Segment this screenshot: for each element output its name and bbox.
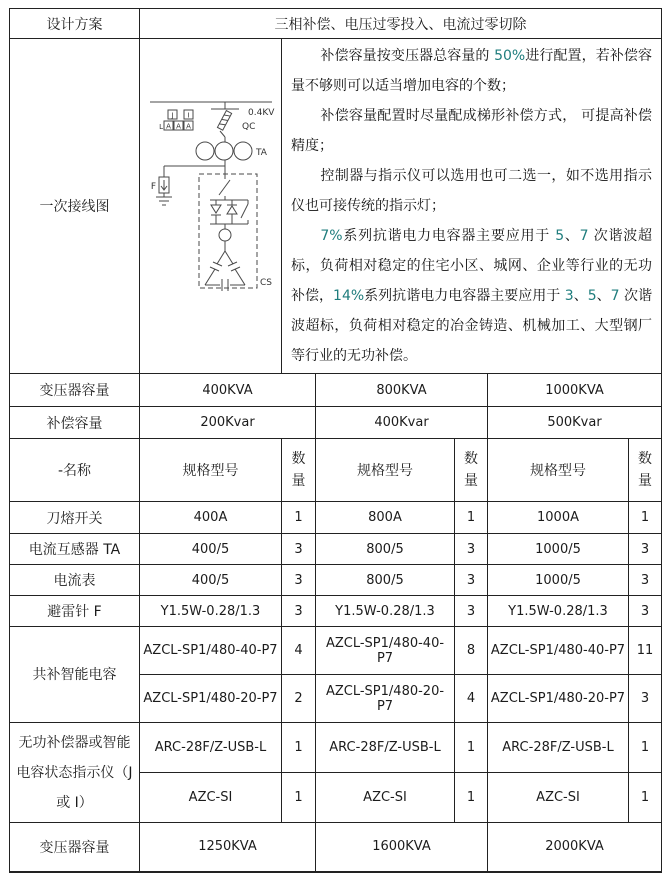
capacity-value: 400KVA — [140, 374, 316, 407]
reactor-coil-icon — [219, 229, 231, 241]
design-scheme-label: 设计方案 — [10, 9, 140, 39]
spec-cell: ARC-28F/Z-USB-L — [140, 723, 282, 773]
design-scheme-row — [10, 9, 662, 39]
note-paragraph: 7%系列抗谐电力电容器主要应用于 5、7 次谐波超标，负荷相对稳定的住宅小区、城网、企业等行业的无功补偿，14%系列抗谐电力电容器主要应用于 3、5、7 次谐波超标，负荷相对稳定的冶金铸造、机械加工、大型钢厂等行业的无功补偿。 — [291, 228, 653, 364]
ct-circle-2 — [215, 142, 233, 160]
row-label: 变压器容量 — [10, 374, 140, 407]
capacity-value: 500Kvar — [488, 407, 662, 439]
qty-cell: 3 — [629, 596, 662, 627]
qty-cell: 8 — [455, 627, 488, 675]
spec-cell: 800A — [316, 502, 455, 534]
qty-header-char: 数 — [291, 451, 306, 467]
column-header-row — [10, 439, 662, 502]
qty-cell: 1 — [629, 502, 662, 534]
capacity-value: 2000KVA — [488, 823, 662, 872]
spec-cell: Y1.5W-0.28/1.3 — [140, 596, 282, 627]
diagram-label-voltage: 0.4KV — [248, 108, 275, 118]
spec-cell: ARC-28F/Z-USB-L — [316, 723, 455, 773]
qty-cell: 1 — [455, 502, 488, 534]
spec-cell: AZCL-SP1/480-40-P7 — [316, 627, 455, 675]
spec-cell: AZCL-SP1/480-20-P7 — [140, 675, 282, 723]
qty-header — [629, 439, 662, 502]
qty-cell: 3 — [629, 675, 662, 723]
capacity-value: 1000KVA — [488, 374, 662, 407]
row-label: 电流表 — [10, 565, 140, 596]
one-line-diagram-cell — [140, 39, 282, 374]
note-paragraph: 补偿容量按变压器总容量的 50%进行配置，若补偿容量不够则可以适当增加电容的个数； — [291, 48, 653, 94]
thyristor-module-icon — [210, 200, 248, 224]
diagram-label-a3: A — [186, 122, 191, 131]
row-label: 无功补偿器或智能电容状态指示仪（J 或 I） — [10, 723, 140, 823]
qty-header-char: 量 — [464, 473, 478, 489]
spec-cell: Y1.5W-0.28/1.3 — [316, 596, 455, 627]
qty-cell: 4 — [455, 675, 488, 723]
capacity-value: 800KVA — [316, 374, 488, 407]
compensation-capacity-row — [10, 407, 662, 439]
ct-circle-1 — [196, 142, 214, 160]
cs-box — [199, 174, 257, 288]
diagram-label-f: F — [150, 182, 156, 192]
table-row — [10, 565, 662, 596]
row-label: 变压器容量 — [10, 823, 140, 872]
spec-cell: AZCL-SP1/480-20-P7 — [316, 675, 455, 723]
table-row — [10, 534, 662, 565]
diagram-label-qc: QC — [242, 122, 256, 132]
spec-cell: ARC-28F/Z-USB-L — [488, 723, 629, 773]
capacity-value: 1600KVA — [316, 823, 488, 872]
qty-cell: 4 — [282, 627, 316, 675]
spec-header: 规格型号 — [140, 439, 282, 502]
qty-cell: 3 — [282, 596, 316, 627]
row-label: 共补智能电容 — [10, 627, 140, 723]
design-scheme-value: 三相补偿、电压过零投入、电流过零切除 — [140, 9, 662, 39]
note-paragraph: 控制器与指示仪可以选用也可二选一，如不选用指示仪也可接传统的指示灯； — [291, 168, 653, 214]
delta-capacitor-icon — [205, 251, 245, 291]
spec-cell: 1000/5 — [488, 565, 629, 596]
note-paragraph: 补偿容量配置时尽量配成梯形补偿方式， 可提高补偿精度； — [291, 108, 653, 154]
spec-header: 规格型号 — [316, 439, 455, 502]
ct-circle-3 — [234, 142, 252, 160]
spec-cell: AZC-SI — [488, 773, 629, 823]
diagram-label-j: J — [171, 111, 174, 120]
row-label: 电流互感器 TA — [10, 534, 140, 565]
qty-header-char: 数 — [464, 451, 478, 467]
diagram-label-l: L — [159, 123, 163, 131]
diagram-label-ta: TA — [256, 148, 267, 158]
qty-header — [282, 439, 316, 502]
qty-cell: 1 — [629, 723, 662, 773]
notes-cell — [282, 39, 662, 374]
qty-cell: 3 — [629, 534, 662, 565]
diagram-label: 一次接线图 — [10, 39, 140, 374]
qty-cell: 3 — [629, 565, 662, 596]
qty-cell: 3 — [455, 596, 488, 627]
qty-cell: 3 — [455, 565, 488, 596]
qty-cell: 11 — [629, 627, 662, 675]
diagram-label-cs: CS — [260, 278, 272, 288]
qty-cell: 1 — [282, 773, 316, 823]
spec-cell: 800/5 — [316, 534, 455, 565]
diagram-label-a2: A — [176, 122, 181, 131]
qty-cell: 1 — [282, 502, 316, 534]
spec-cell: AZCL-SP1/480-40-P7 — [140, 627, 282, 675]
spec-cell: Y1.5W-0.28/1.3 — [488, 596, 629, 627]
qty-cell: 3 — [455, 534, 488, 565]
spec-cell: 400/5 — [140, 534, 282, 565]
one-line-diagram — [140, 39, 282, 347]
spec-cell: 1000/5 — [488, 534, 629, 565]
row-label: 刀熔开关 — [10, 502, 140, 534]
diagram-label-a1: A — [166, 122, 171, 131]
footer-transformer-capacity-row — [10, 823, 662, 872]
spec-cell: 1000A — [488, 502, 629, 534]
capacity-value: 400Kvar — [316, 407, 488, 439]
qty-cell: 2 — [282, 675, 316, 723]
ground-icon — [156, 193, 172, 205]
qty-header-char: 量 — [638, 473, 653, 489]
diagram-row — [10, 39, 662, 374]
spec-header: 规格型号 — [488, 439, 629, 502]
spec-cell: 400A — [140, 502, 282, 534]
spec-cell: AZCL-SP1/480-20-P7 — [488, 675, 629, 723]
qty-header — [455, 439, 488, 502]
spec-table — [9, 8, 662, 873]
spec-cell: 400/5 — [140, 565, 282, 596]
qty-cell: 1 — [455, 773, 488, 823]
name-header: -名称 — [10, 439, 140, 502]
spec-cell: AZC-SI — [140, 773, 282, 823]
qty-cell: 3 — [282, 565, 316, 596]
table-row — [10, 502, 662, 534]
row-label: 避雷针 F — [10, 596, 140, 627]
table-row — [10, 627, 662, 675]
qty-cell: 3 — [282, 534, 316, 565]
spec-cell: 800/5 — [316, 565, 455, 596]
transformer-capacity-row — [10, 374, 662, 407]
qty-cell: 1 — [629, 773, 662, 823]
table-row — [10, 596, 662, 627]
diagram-label-i: I — [187, 111, 190, 120]
qty-cell: 1 — [282, 723, 316, 773]
spec-cell: AZCL-SP1/480-40-P7 — [488, 627, 629, 675]
qty-header-char: 数 — [638, 451, 653, 467]
qc-switch-icon — [217, 111, 231, 131]
capacity-value: 200Kvar — [140, 407, 316, 439]
table-row — [10, 723, 662, 773]
spec-cell: AZC-SI — [316, 773, 455, 823]
qty-header-char: 量 — [291, 473, 306, 489]
capacity-value: 1250KVA — [140, 823, 316, 872]
row-label: 补偿容量 — [10, 407, 140, 439]
qty-cell: 1 — [455, 723, 488, 773]
